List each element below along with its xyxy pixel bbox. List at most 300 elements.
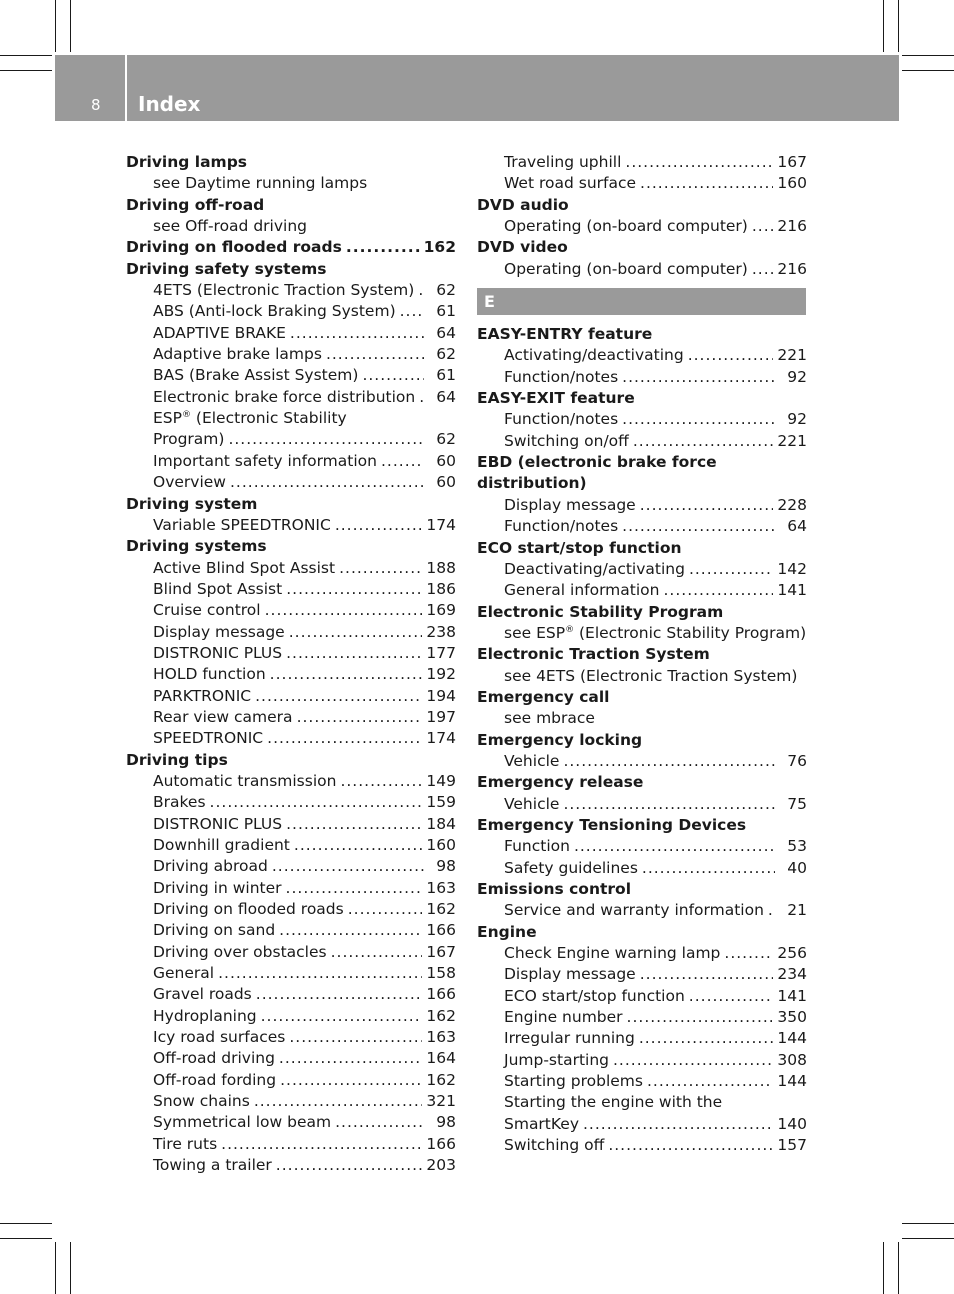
entry-page-number: 197: [426, 707, 456, 726]
entry-page-number: 40: [787, 858, 807, 877]
entry-page-number: 98: [436, 1113, 456, 1132]
dot-leader: [640, 495, 774, 516]
entry-label: ECO start/stop function: [504, 986, 685, 1005]
index-entry: [126, 1070, 456, 1091]
entry-label: see mbrace: [504, 709, 595, 728]
entry-label: Starting the engine with the: [504, 1093, 723, 1112]
entry-label: Driving on sand: [153, 921, 276, 940]
entry-label: PARKTRONIC: [153, 686, 252, 705]
entry-label: General: [153, 964, 215, 983]
entry-page-number: 160: [777, 174, 807, 193]
index-entry: [126, 792, 456, 813]
entry-label: 4ETS (Electronic Traction System): [153, 281, 415, 300]
index-entry: [126, 451, 456, 472]
dot-leader: [622, 409, 775, 430]
entry-label: Function/notes: [504, 517, 619, 536]
index-entry: [477, 1050, 807, 1071]
crop-mark: [883, 0, 884, 52]
entry-label: Driving on flooded roads: [153, 900, 344, 919]
entry-page-number: 157: [777, 1136, 807, 1155]
dot-leader: [689, 986, 774, 1007]
entry-label: Function/notes: [504, 410, 619, 429]
entry-page-number: 61: [436, 366, 456, 385]
dot-leader: [210, 792, 423, 813]
entry-page-number: 174: [426, 515, 456, 534]
entry-page-number: 167: [777, 153, 807, 171]
index-entry: [126, 963, 456, 984]
dot-leader: [326, 344, 424, 365]
entry-label: Display message: [504, 965, 636, 984]
index-entry: [126, 1112, 456, 1133]
entry-page-number: 164: [426, 1049, 456, 1068]
dot-leader: [724, 943, 773, 964]
dot-leader: [625, 152, 773, 173]
entry-page-number: 61: [436, 302, 456, 321]
index-entry: [477, 1114, 807, 1135]
index-entry: [126, 323, 456, 344]
entry-label: Display message: [504, 495, 636, 514]
entry-label: Driving off-road: [126, 195, 265, 214]
dot-leader: [642, 858, 775, 879]
index-entry: [477, 964, 807, 985]
index-entry: [477, 858, 807, 879]
crop-mark: [883, 1242, 884, 1294]
entry-label: see ESP® (Electronic Stability Program): [504, 623, 807, 642]
entry-label: Driving systems: [126, 537, 267, 556]
entry-label: Important safety information: [153, 451, 377, 470]
dot-leader: [218, 963, 422, 984]
index-entry: [477, 751, 807, 772]
entry-page-number: 162: [426, 900, 456, 919]
entry-label: Engine: [477, 922, 537, 941]
entry-label: Switching on/off: [504, 431, 629, 450]
dot-leader: [419, 387, 424, 408]
dot-leader: [331, 942, 423, 963]
entry-label: Display message: [153, 622, 285, 641]
entry-page-number: 21: [787, 901, 807, 920]
dot-leader: [276, 1155, 423, 1176]
index-entry: [126, 707, 456, 728]
index-entry: [126, 814, 456, 835]
index-entry: [126, 622, 456, 643]
entry-page-number: 350: [777, 1008, 807, 1027]
index-entry: [126, 664, 456, 685]
entry-label: EASY-EXIT feature: [477, 389, 635, 408]
entry-label: Cruise control: [153, 601, 261, 620]
entry-label: Hydroplaning: [153, 1006, 257, 1025]
entry-page-number: 53: [787, 837, 807, 856]
entry-page-number: 192: [426, 665, 456, 684]
entry-page-number: 162: [423, 238, 456, 257]
dot-leader: [289, 622, 423, 643]
entry-label: Driving abroad: [153, 857, 268, 876]
entry-page-number: 64: [787, 517, 807, 536]
dot-leader: [335, 1112, 424, 1133]
index-entry: [126, 301, 456, 322]
index-entry: [477, 495, 807, 516]
index-entry: [126, 1027, 456, 1048]
entry-page-number: 144: [777, 1029, 807, 1048]
dot-leader: [279, 1048, 422, 1069]
dot-leader: [346, 237, 420, 258]
index-heading: [477, 452, 807, 473]
dot-leader: [640, 964, 774, 985]
index-entry: [477, 431, 807, 452]
entry-label: distribution): [477, 474, 587, 493]
dot-leader: [418, 280, 424, 301]
dot-leader: [339, 558, 422, 579]
entry-page-number: 166: [426, 985, 456, 1004]
entry-page-number: 64: [436, 387, 456, 406]
entry-label: Vehicle: [504, 794, 560, 813]
entry-label: Off-road driving: [153, 1049, 275, 1068]
entry-label: Automatic transmission: [153, 771, 337, 790]
entry-page-number: 308: [777, 1050, 807, 1069]
entry-label: Rear view camera: [153, 707, 293, 726]
index-heading: [477, 237, 807, 258]
entry-page-number: 188: [426, 558, 456, 577]
index-entry: [477, 1135, 807, 1156]
dot-leader: [255, 686, 422, 707]
entry-label: Jump-starting: [504, 1050, 609, 1069]
dot-leader: [613, 1050, 773, 1071]
index-entry: [126, 579, 456, 600]
entry-label: Switching off: [504, 1136, 605, 1155]
dot-leader: [294, 835, 423, 856]
index-reference: [477, 666, 807, 687]
dot-leader: [348, 899, 423, 920]
index-heading: [477, 644, 807, 665]
index-entry: [477, 1028, 807, 1049]
dot-leader: [286, 579, 422, 600]
entry-label: Snow chains: [153, 1092, 250, 1111]
entry-page-number: 141: [777, 986, 807, 1005]
entry-label: Driving over obstacles: [153, 942, 327, 961]
entry-page-number: 186: [426, 579, 456, 598]
index-entry: [126, 1155, 456, 1176]
dot-leader: [340, 771, 422, 792]
dot-leader: [639, 1028, 774, 1049]
entry-label: Operating (on-board computer): [504, 217, 748, 236]
dot-leader: [267, 728, 422, 749]
dot-leader: [640, 173, 773, 194]
crop-mark: [0, 1238, 52, 1239]
index-reference: [126, 216, 456, 237]
entry-label: Blind Spot Assist: [153, 579, 283, 598]
entry-label: Towing a trailer: [153, 1156, 272, 1175]
entry-page-number: 166: [426, 921, 456, 940]
index-entry: [126, 387, 456, 408]
index-entry: [477, 580, 807, 601]
entry-page-number: 184: [426, 814, 456, 833]
dot-leader: [280, 1070, 422, 1091]
index-group-d-continued: [477, 152, 807, 280]
entry-page-number: 163: [426, 878, 456, 897]
dot-leader: [647, 1071, 773, 1092]
dot-leader: [228, 429, 424, 450]
entry-label: SmartKey: [504, 1114, 579, 1133]
index-entry: [126, 558, 456, 579]
dot-leader: [663, 580, 773, 601]
entry-page-number: 62: [436, 430, 456, 449]
index-entry: [477, 173, 807, 194]
index-entry: [477, 152, 807, 173]
index-entry: [126, 472, 456, 493]
index-entry: [477, 409, 807, 430]
entry-label: Program): [153, 430, 225, 449]
crop-mark: [902, 1223, 954, 1224]
entry-label: Starting problems: [504, 1072, 643, 1091]
dot-leader: [627, 1007, 774, 1028]
index-column-right: [477, 152, 807, 1156]
entry-page-number: 169: [426, 601, 456, 620]
index-entry: [126, 280, 456, 301]
index-entry: [477, 836, 807, 857]
entry-label: Tire ruts: [153, 1134, 218, 1153]
index-reference: [477, 623, 807, 644]
index-entry: [126, 1048, 456, 1069]
index-entry: [126, 1091, 456, 1112]
entry-label: Brakes: [153, 793, 206, 812]
crop-mark: [898, 1242, 899, 1294]
entry-page-number: 221: [777, 346, 807, 365]
index-heading: [477, 195, 807, 216]
entry-label: Emergency locking: [477, 730, 643, 749]
index-heading: [477, 602, 807, 623]
dot-leader: [622, 516, 775, 537]
entry-label: Check Engine warning lamp: [504, 944, 721, 963]
index-heading: [477, 815, 807, 836]
entry-label: Irregular running: [504, 1029, 635, 1048]
crop-mark: [70, 0, 71, 52]
entry-page-number: 60: [436, 473, 456, 492]
crop-mark: [70, 1242, 71, 1294]
entry-page-number: 234: [777, 965, 807, 984]
index-heading: [126, 750, 456, 771]
entry-label: Emergency call: [477, 687, 610, 706]
index-entry: [126, 1006, 456, 1027]
index-entry: [477, 943, 807, 964]
crop-mark: [0, 55, 52, 56]
entry-page-number: 166: [426, 1134, 456, 1153]
dot-leader: [256, 984, 423, 1005]
dot-leader: [574, 836, 775, 857]
index-entry: [126, 984, 456, 1005]
entry-label: Driving on flooded roads: [126, 238, 342, 257]
dot-leader: [768, 900, 775, 921]
index-group-e: [477, 324, 807, 1156]
entry-label: Electronic brake force distribution: [153, 387, 416, 406]
dot-leader: [286, 814, 422, 835]
entry-label: SPEEDTRONIC: [153, 729, 264, 748]
index-entry: [477, 900, 807, 921]
index-heading: [477, 730, 807, 751]
index-entry: [126, 1134, 456, 1155]
entry-label: Electronic Stability Program: [477, 602, 724, 621]
entry-page-number: 62: [436, 281, 456, 300]
entry-page-number: 149: [426, 771, 456, 790]
entry-label: ADAPTIVE BRAKE: [153, 323, 286, 342]
entry-label: DISTRONIC PLUS: [153, 814, 283, 833]
dot-leader: [362, 365, 424, 386]
dot-leader: [633, 431, 774, 452]
entry-page-number: 216: [777, 217, 807, 236]
index-heading: [126, 494, 456, 515]
entry-label: EBD (electronic brake force: [477, 453, 717, 472]
dot-leader: [563, 751, 775, 772]
dot-leader: [752, 216, 774, 237]
index-reference: [126, 408, 456, 429]
entry-label: DVD video: [477, 238, 568, 257]
entry-label: Driving safety systems: [126, 259, 327, 278]
index-entry: [477, 216, 807, 237]
entry-label: Traveling uphill: [504, 153, 622, 171]
entry-label: Function: [504, 837, 570, 856]
entry-page-number: 174: [426, 729, 456, 748]
index-entry: [126, 429, 456, 450]
crop-mark: [902, 70, 954, 71]
entry-page-number: 98: [436, 857, 456, 876]
entry-label: Emissions control: [477, 880, 632, 898]
index-column-left: [126, 152, 456, 1177]
index-entry: [126, 600, 456, 621]
entry-label: Electronic Traction System: [477, 645, 710, 664]
dot-leader: [752, 259, 774, 280]
entry-label: DVD audio: [477, 195, 569, 214]
entry-label: DISTRONIC PLUS: [153, 643, 283, 662]
entry-label: Driving system: [126, 494, 258, 513]
entry-page-number: 238: [426, 622, 456, 641]
entry-page-number: 159: [426, 793, 456, 812]
index-entry: [126, 771, 456, 792]
page-title: Index: [138, 92, 201, 116]
entry-label: Wet road surface: [504, 174, 637, 193]
index-heading: [477, 879, 807, 900]
index-reference: [477, 708, 807, 729]
entry-page-number: 60: [436, 451, 456, 470]
entry-page-number: 92: [787, 367, 807, 386]
entry-label: Function/notes: [504, 367, 619, 386]
entry-page-number: 162: [426, 1070, 456, 1089]
crop-mark: [902, 55, 954, 56]
entry-page-number: 203: [426, 1156, 456, 1175]
index-heading: [126, 195, 456, 216]
index-entry: [477, 516, 807, 537]
index-entry: [477, 1007, 807, 1028]
entry-label: Overview: [153, 473, 226, 492]
entry-page-number: 142: [777, 559, 807, 578]
crop-mark: [0, 70, 52, 71]
dot-leader: [261, 1006, 423, 1027]
entry-label: ESP® (Electronic Stability: [153, 409, 347, 428]
dot-leader: [272, 856, 424, 877]
dot-leader: [221, 1134, 422, 1155]
index-heading: [477, 388, 807, 409]
entry-page-number: 160: [426, 836, 456, 854]
index-heading: [477, 772, 807, 793]
index-entry: [477, 367, 807, 388]
dot-leader: [289, 1027, 422, 1048]
entry-page-number: 321: [426, 1092, 456, 1111]
crop-mark: [55, 1242, 56, 1294]
index-entry: [477, 794, 807, 815]
index-entry: [477, 1071, 807, 1092]
entry-label: see Off-road driving: [153, 217, 307, 236]
index-entry: [126, 878, 456, 899]
entry-label: ABS (Anti-lock Braking System): [153, 302, 396, 321]
entry-label: Safety guidelines: [504, 858, 638, 877]
entry-page-number: 75: [787, 794, 807, 813]
entry-label: Gravel roads: [153, 985, 252, 1004]
dot-leader: [622, 367, 775, 388]
entry-label: Engine number: [504, 1008, 623, 1027]
dot-leader: [689, 559, 773, 580]
index-entry: [477, 559, 807, 580]
crop-mark: [55, 0, 56, 52]
entry-page-number: 64: [436, 323, 456, 342]
entry-label: Adaptive brake lamps: [153, 345, 322, 364]
index-heading: [477, 473, 807, 494]
entry-page-number: 167: [426, 942, 456, 961]
entry-page-number: 140: [777, 1114, 807, 1133]
index-heading: [477, 922, 807, 943]
index-heading: [126, 237, 456, 258]
entry-page-number: 62: [436, 345, 456, 364]
entry-label: Emergency release: [477, 773, 644, 792]
entry-page-number: 163: [426, 1028, 456, 1047]
entry-page-number: 162: [426, 1006, 456, 1025]
entry-label: Operating (on-board computer): [504, 259, 748, 278]
entry-page-number: 76: [787, 751, 807, 770]
entry-page-number: 228: [777, 495, 807, 514]
index-entry: [126, 643, 456, 664]
dot-leader: [286, 643, 422, 664]
index-entry: [126, 920, 456, 941]
index-entry: [126, 899, 456, 920]
entry-label: Variable SPEEDTRONIC: [153, 515, 331, 534]
index-heading: [477, 538, 807, 559]
index-entry: [126, 686, 456, 707]
entry-label: EASY-ENTRY feature: [477, 325, 653, 344]
index-reference: [477, 1092, 807, 1113]
entry-label: Emergency Tensioning Devices: [477, 815, 747, 834]
index-entry: [477, 259, 807, 280]
index-entry: [126, 942, 456, 963]
entry-label: BAS (Brake Assist System): [153, 366, 359, 385]
crop-mark: [898, 0, 899, 52]
entry-page-number: 221: [777, 431, 807, 450]
index-entry: [477, 345, 807, 366]
entry-page-number: 158: [426, 964, 456, 983]
dot-leader: [583, 1114, 773, 1135]
dot-leader: [270, 664, 423, 685]
index-reference: [126, 173, 456, 194]
crop-mark: [0, 1223, 52, 1224]
entry-page-number: 141: [777, 581, 807, 600]
entry-page-number: 194: [426, 686, 456, 705]
entry-page-number: 256: [777, 944, 807, 963]
entry-label: Driving in winter: [153, 878, 282, 897]
dot-leader: [400, 301, 424, 322]
index-heading: [477, 324, 807, 345]
dot-leader: [286, 878, 423, 899]
index-heading: [477, 687, 807, 708]
page-header: [55, 55, 899, 121]
dot-leader: [230, 472, 424, 493]
entry-label: see Daytime running lamps: [153, 174, 368, 193]
index-entry: [126, 728, 456, 749]
dot-leader: [297, 707, 423, 728]
